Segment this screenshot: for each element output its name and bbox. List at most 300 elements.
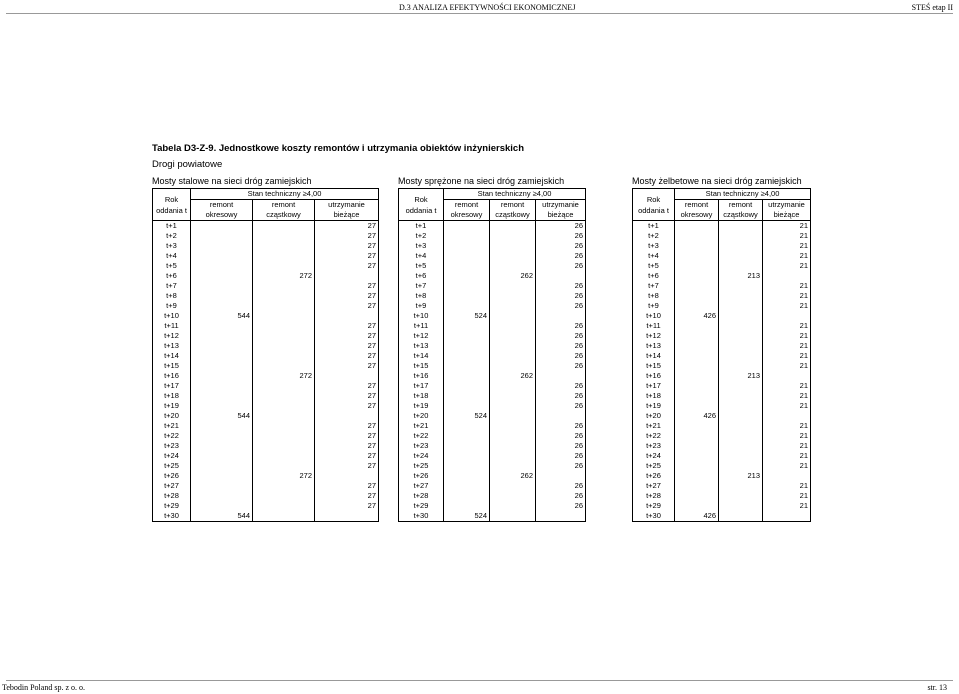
table-row xyxy=(633,341,811,351)
year-cell: t+4 xyxy=(153,251,191,261)
remont-okresowy-cell xyxy=(444,391,490,401)
utrzymanie-cell xyxy=(315,311,379,321)
utrzymanie-cell: 21 xyxy=(763,381,811,391)
year-cell: t+9 xyxy=(399,301,444,311)
remont-czastkowy-cell xyxy=(490,241,536,251)
page-title: Tabela D3-Z-9. Jednostkowe koszty remontów i utrzymania obiektów inżynierskich xyxy=(152,143,524,154)
utrzymanie-cell xyxy=(763,511,811,522)
utrzymanie-cell: 26 xyxy=(536,291,586,301)
year-cell: t+16 xyxy=(399,371,444,381)
table-row xyxy=(399,291,586,301)
remont-okresowy-cell xyxy=(444,451,490,461)
remont-czastkowy-cell xyxy=(253,281,315,291)
remont-czastkowy-cell xyxy=(253,451,315,461)
table-row xyxy=(633,511,811,522)
table-row xyxy=(633,321,811,331)
year-cell: t+20 xyxy=(399,411,444,421)
remont-czastkowy-cell: 262 xyxy=(490,371,536,381)
remont-czastkowy-cell xyxy=(253,341,315,351)
col2-header-top: remont xyxy=(253,200,315,211)
footer-divider xyxy=(6,680,953,681)
year-cell: t+11 xyxy=(633,321,675,331)
table-row xyxy=(153,271,379,281)
year-cell: t+26 xyxy=(633,471,675,481)
remont-czastkowy-cell xyxy=(253,351,315,361)
table-row xyxy=(633,281,811,291)
year-cell: t+28 xyxy=(633,491,675,501)
remont-czastkowy-cell xyxy=(253,461,315,471)
table-row xyxy=(153,471,379,481)
utrzymanie-cell: 26 xyxy=(536,331,586,341)
footer-left-text: Tebodin Poland sp. z o. o. xyxy=(2,683,85,692)
remont-czastkowy-cell xyxy=(253,261,315,271)
table-row xyxy=(399,231,586,241)
table-row xyxy=(633,451,811,461)
remont-okresowy-cell xyxy=(191,251,253,261)
remont-czastkowy-cell xyxy=(253,221,315,232)
remont-czastkowy-cell xyxy=(719,291,763,301)
remont-czastkowy-cell xyxy=(490,231,536,241)
year-cell: t+22 xyxy=(399,431,444,441)
col1-header-bottom: okresowy xyxy=(191,210,253,221)
remont-okresowy-cell xyxy=(444,361,490,371)
utrzymanie-cell: 27 xyxy=(315,241,379,251)
table-row xyxy=(633,231,811,241)
utrzymanie-cell xyxy=(763,311,811,321)
year-cell: t+24 xyxy=(633,451,675,461)
table-row xyxy=(153,291,379,301)
utrzymanie-cell: 26 xyxy=(536,451,586,461)
remont-okresowy-cell: 426 xyxy=(675,511,719,522)
remont-okresowy-cell xyxy=(191,271,253,281)
year-cell: t+19 xyxy=(399,401,444,411)
remont-okresowy-cell xyxy=(675,431,719,441)
table-row xyxy=(153,451,379,461)
remont-okresowy-cell xyxy=(675,341,719,351)
year-cell: t+5 xyxy=(153,261,191,271)
remont-okresowy-cell xyxy=(675,251,719,261)
col2-header-bottom: cząstkowy xyxy=(490,210,536,221)
utrzymanie-cell: 27 xyxy=(315,351,379,361)
remont-czastkowy-cell xyxy=(253,241,315,251)
remont-czastkowy-cell xyxy=(719,361,763,371)
remont-okresowy-cell xyxy=(444,301,490,311)
remont-okresowy-cell xyxy=(675,501,719,511)
table-row xyxy=(153,381,379,391)
remont-okresowy-cell xyxy=(444,261,490,271)
table-row xyxy=(399,461,586,471)
remont-okresowy-cell xyxy=(191,401,253,411)
table-row xyxy=(633,251,811,261)
remont-okresowy-cell xyxy=(675,241,719,251)
utrzymanie-cell: 27 xyxy=(315,451,379,461)
cost-table-prestressed xyxy=(398,188,586,522)
year-cell: t+13 xyxy=(399,341,444,351)
utrzymanie-cell: 27 xyxy=(315,251,379,261)
year-cell: t+18 xyxy=(633,391,675,401)
remont-okresowy-cell xyxy=(191,461,253,471)
table-row xyxy=(633,361,811,371)
remont-okresowy-cell xyxy=(444,371,490,381)
remont-okresowy-cell xyxy=(675,481,719,491)
remont-czastkowy-cell xyxy=(490,491,536,501)
remont-czastkowy-cell xyxy=(490,301,536,311)
remont-czastkowy-cell xyxy=(490,261,536,271)
remont-okresowy-cell xyxy=(675,301,719,311)
table-row xyxy=(633,471,811,481)
remont-czastkowy-cell xyxy=(490,431,536,441)
table-row xyxy=(153,461,379,471)
year-cell: t+6 xyxy=(153,271,191,281)
year-cell: t+22 xyxy=(153,431,191,441)
year-cell: t+30 xyxy=(153,511,191,522)
utrzymanie-cell: 21 xyxy=(763,391,811,401)
remont-okresowy-cell xyxy=(444,421,490,431)
remont-okresowy-cell xyxy=(191,451,253,461)
utrzymanie-cell: 26 xyxy=(536,431,586,441)
utrzymanie-cell xyxy=(763,271,811,281)
utrzymanie-cell xyxy=(536,271,586,281)
remont-okresowy-cell xyxy=(191,301,253,311)
remont-czastkowy-cell: 213 xyxy=(719,271,763,281)
table-row xyxy=(399,241,586,251)
remont-czastkowy-cell xyxy=(253,391,315,401)
remont-okresowy-cell: 544 xyxy=(191,411,253,421)
year-cell: t+4 xyxy=(633,251,675,261)
utrzymanie-cell xyxy=(536,511,586,522)
year-cell: t+20 xyxy=(633,411,675,421)
utrzymanie-cell: 27 xyxy=(315,441,379,451)
year-cell: t+29 xyxy=(153,501,191,511)
table-row xyxy=(153,261,379,271)
utrzymanie-cell: 27 xyxy=(315,261,379,271)
remont-czastkowy-cell xyxy=(253,251,315,261)
remont-czastkowy-cell xyxy=(490,341,536,351)
utrzymanie-cell: 21 xyxy=(763,481,811,491)
table-row xyxy=(153,491,379,501)
utrzymanie-cell xyxy=(315,271,379,281)
remont-okresowy-cell xyxy=(444,331,490,341)
remont-czastkowy-cell: 262 xyxy=(490,271,536,281)
year-cell: t+3 xyxy=(153,241,191,251)
cost-table-steel xyxy=(152,188,379,522)
table-row xyxy=(399,481,586,491)
utrzymanie-cell: 27 xyxy=(315,431,379,441)
year-cell: t+29 xyxy=(399,501,444,511)
utrzymanie-cell: 26 xyxy=(536,491,586,501)
remont-czastkowy-cell xyxy=(490,511,536,522)
remont-okresowy-cell xyxy=(191,351,253,361)
col3-header-top: utrzymanie xyxy=(763,200,811,211)
utrzymanie-cell: 27 xyxy=(315,501,379,511)
table-row xyxy=(153,361,379,371)
table-row xyxy=(399,351,586,361)
remont-okresowy-cell xyxy=(444,221,490,232)
remont-okresowy-cell xyxy=(675,471,719,481)
remont-okresowy-cell xyxy=(444,271,490,281)
year-cell: t+12 xyxy=(153,331,191,341)
col1-header-bottom: okresowy xyxy=(444,210,490,221)
utrzymanie-cell: 26 xyxy=(536,351,586,361)
table-row xyxy=(633,351,811,361)
utrzymanie-cell: 26 xyxy=(536,391,586,401)
remont-czastkowy-cell xyxy=(490,501,536,511)
table-row xyxy=(399,391,586,401)
page-subtitle: Drogi powiatowe xyxy=(152,159,223,170)
year-cell: t+23 xyxy=(633,441,675,451)
utrzymanie-cell: 21 xyxy=(763,361,811,371)
remont-czastkowy-cell xyxy=(719,301,763,311)
utrzymanie-cell xyxy=(315,371,379,381)
remont-okresowy-cell xyxy=(191,241,253,251)
remont-czastkowy-cell xyxy=(253,231,315,241)
remont-czastkowy-cell xyxy=(719,321,763,331)
remont-okresowy-cell xyxy=(675,391,719,401)
year-cell: t+14 xyxy=(153,351,191,361)
year-cell: t+25 xyxy=(633,461,675,471)
rok-oddania-header: Rok oddania t xyxy=(153,189,191,221)
remont-okresowy-cell xyxy=(191,231,253,241)
utrzymanie-cell xyxy=(315,411,379,421)
remont-okresowy-cell xyxy=(444,401,490,411)
section-title-prestressed: Mosty sprężone na sieci dróg zamiejskich xyxy=(398,176,565,186)
utrzymanie-cell: 21 xyxy=(763,421,811,431)
remont-czastkowy-cell xyxy=(719,431,763,441)
year-cell: t+27 xyxy=(153,481,191,491)
year-cell: t+25 xyxy=(153,461,191,471)
remont-czastkowy-cell xyxy=(719,491,763,501)
utrzymanie-cell: 21 xyxy=(763,491,811,501)
remont-okresowy-cell xyxy=(675,231,719,241)
utrzymanie-cell: 26 xyxy=(536,481,586,491)
remont-czastkowy-cell xyxy=(490,321,536,331)
remont-czastkowy-cell xyxy=(719,461,763,471)
year-cell: t+2 xyxy=(399,231,444,241)
remont-okresowy-cell xyxy=(675,491,719,501)
year-cell: t+10 xyxy=(399,311,444,321)
remont-czastkowy-cell xyxy=(719,331,763,341)
remont-okresowy-cell: 544 xyxy=(191,311,253,321)
remont-okresowy-cell xyxy=(444,351,490,361)
col1-header-top: remont xyxy=(675,200,719,211)
table-row xyxy=(153,311,379,321)
stan-header: Stan techniczny ≥4,00 xyxy=(675,189,811,200)
remont-okresowy-cell: 524 xyxy=(444,511,490,522)
remont-okresowy-cell xyxy=(444,321,490,331)
utrzymanie-cell xyxy=(315,511,379,522)
table-row xyxy=(399,421,586,431)
section-title-steel: Mosty stalowe na sieci dróg zamiejskich xyxy=(152,176,312,186)
table-row xyxy=(399,491,586,501)
year-cell: t+28 xyxy=(153,491,191,501)
remont-okresowy-cell xyxy=(191,281,253,291)
remont-okresowy-cell xyxy=(191,441,253,451)
remont-czastkowy-cell xyxy=(490,351,536,361)
year-cell: t+26 xyxy=(399,471,444,481)
remont-okresowy-cell xyxy=(191,321,253,331)
remont-okresowy-cell xyxy=(675,321,719,331)
table-row xyxy=(633,401,811,411)
remont-okresowy-cell xyxy=(444,461,490,471)
remont-czastkowy-cell: 262 xyxy=(490,471,536,481)
remont-czastkowy-cell xyxy=(719,411,763,421)
year-cell: t+18 xyxy=(153,391,191,401)
table-row xyxy=(399,301,586,311)
col3-header-bottom: bieżące xyxy=(763,210,811,221)
table-row xyxy=(153,341,379,351)
utrzymanie-cell: 21 xyxy=(763,301,811,311)
table-row xyxy=(153,391,379,401)
utrzymanie-cell: 21 xyxy=(763,281,811,291)
table-row xyxy=(633,241,811,251)
utrzymanie-cell: 27 xyxy=(315,231,379,241)
table-row xyxy=(633,311,811,321)
table-row xyxy=(399,411,586,421)
remont-czastkowy-cell xyxy=(490,221,536,232)
remont-czastkowy-cell xyxy=(490,401,536,411)
utrzymanie-cell: 26 xyxy=(536,441,586,451)
utrzymanie-cell: 26 xyxy=(536,281,586,291)
utrzymanie-cell: 21 xyxy=(763,221,811,232)
table-row xyxy=(153,241,379,251)
table-row xyxy=(153,251,379,261)
remont-okresowy-cell xyxy=(191,431,253,441)
remont-czastkowy-cell xyxy=(490,441,536,451)
utrzymanie-cell xyxy=(536,371,586,381)
utrzymanie-cell: 27 xyxy=(315,221,379,232)
year-cell: t+17 xyxy=(633,381,675,391)
year-cell: t+14 xyxy=(399,351,444,361)
table-row xyxy=(399,451,586,461)
year-cell: t+24 xyxy=(153,451,191,461)
table-row xyxy=(633,331,811,341)
remont-okresowy-cell: 524 xyxy=(444,311,490,321)
table-row xyxy=(399,331,586,341)
utrzymanie-cell: 21 xyxy=(763,251,811,261)
year-cell: t+19 xyxy=(633,401,675,411)
remont-okresowy-cell: 426 xyxy=(675,311,719,321)
remont-okresowy-cell: 426 xyxy=(675,411,719,421)
year-cell: t+8 xyxy=(399,291,444,301)
utrzymanie-cell: 21 xyxy=(763,341,811,351)
remont-czastkowy-cell xyxy=(253,361,315,371)
table-row xyxy=(633,421,811,431)
remont-okresowy-cell xyxy=(675,291,719,301)
utrzymanie-cell: 21 xyxy=(763,401,811,411)
utrzymanie-cell: 26 xyxy=(536,251,586,261)
utrzymanie-cell: 27 xyxy=(315,481,379,491)
year-cell: t+1 xyxy=(633,221,675,232)
remont-okresowy-cell xyxy=(191,471,253,481)
year-cell: t+27 xyxy=(399,481,444,491)
remont-okresowy-cell xyxy=(675,451,719,461)
remont-okresowy-cell xyxy=(675,371,719,381)
remont-okresowy-cell xyxy=(444,251,490,261)
year-cell: t+2 xyxy=(153,231,191,241)
remont-okresowy-cell xyxy=(444,231,490,241)
table-row xyxy=(399,501,586,511)
remont-czastkowy-cell xyxy=(490,421,536,431)
year-cell: t+15 xyxy=(153,361,191,371)
utrzymanie-cell: 27 xyxy=(315,281,379,291)
table-row xyxy=(399,221,586,232)
table-row xyxy=(633,431,811,441)
year-cell: t+23 xyxy=(399,441,444,451)
year-cell: t+9 xyxy=(153,301,191,311)
remont-okresowy-cell xyxy=(191,261,253,271)
remont-okresowy-cell xyxy=(191,221,253,232)
remont-czastkowy-cell xyxy=(719,381,763,391)
year-cell: t+27 xyxy=(633,481,675,491)
remont-okresowy-cell xyxy=(675,261,719,271)
year-cell: t+23 xyxy=(153,441,191,451)
utrzymanie-cell: 26 xyxy=(536,361,586,371)
remont-czastkowy-cell xyxy=(253,481,315,491)
table-row xyxy=(153,441,379,451)
remont-czastkowy-cell xyxy=(490,361,536,371)
col2-header-bottom: cząstkowy xyxy=(719,210,763,221)
col1-header-top: remont xyxy=(444,200,490,211)
remont-okresowy-cell xyxy=(191,421,253,431)
remont-okresowy-cell xyxy=(191,341,253,351)
utrzymanie-cell xyxy=(536,471,586,481)
remont-okresowy-cell xyxy=(675,421,719,431)
table-row xyxy=(633,501,811,511)
remont-czastkowy-cell xyxy=(490,281,536,291)
table-row xyxy=(633,411,811,421)
year-cell: t+7 xyxy=(633,281,675,291)
year-cell: t+21 xyxy=(633,421,675,431)
table-row xyxy=(153,331,379,341)
year-cell: t+6 xyxy=(399,271,444,281)
utrzymanie-cell: 21 xyxy=(763,331,811,341)
table-row xyxy=(633,481,811,491)
year-cell: t+10 xyxy=(153,311,191,321)
utrzymanie-cell: 21 xyxy=(763,321,811,331)
remont-okresowy-cell xyxy=(191,291,253,301)
table-row xyxy=(399,441,586,451)
utrzymanie-cell: 27 xyxy=(315,421,379,431)
year-cell: t+14 xyxy=(633,351,675,361)
remont-czastkowy-cell: 213 xyxy=(719,371,763,381)
remont-czastkowy-cell xyxy=(719,251,763,261)
remont-okresowy-cell xyxy=(444,241,490,251)
remont-czastkowy-cell xyxy=(253,501,315,511)
year-cell: t+13 xyxy=(633,341,675,351)
remont-czastkowy-cell xyxy=(253,431,315,441)
table-row xyxy=(399,431,586,441)
utrzymanie-cell: 21 xyxy=(763,501,811,511)
col3-header-top: utrzymanie xyxy=(536,200,586,211)
col3-header-bottom: bieżące xyxy=(536,210,586,221)
year-cell: t+30 xyxy=(633,511,675,522)
remont-czastkowy-cell xyxy=(719,511,763,522)
utrzymanie-cell: 26 xyxy=(536,461,586,471)
remont-okresowy-cell: 524 xyxy=(444,411,490,421)
year-cell: t+8 xyxy=(633,291,675,301)
remont-czastkowy-cell xyxy=(253,291,315,301)
remont-czastkowy-cell xyxy=(490,391,536,401)
remont-okresowy-cell xyxy=(191,491,253,501)
table-row xyxy=(399,401,586,411)
year-cell: t+5 xyxy=(399,261,444,271)
utrzymanie-cell: 27 xyxy=(315,341,379,351)
remont-okresowy-cell xyxy=(444,471,490,481)
utrzymanie-cell: 26 xyxy=(536,321,586,331)
table-row xyxy=(153,481,379,491)
header-right-text: STEŚ etap II xyxy=(911,3,953,12)
remont-czastkowy-cell xyxy=(719,481,763,491)
